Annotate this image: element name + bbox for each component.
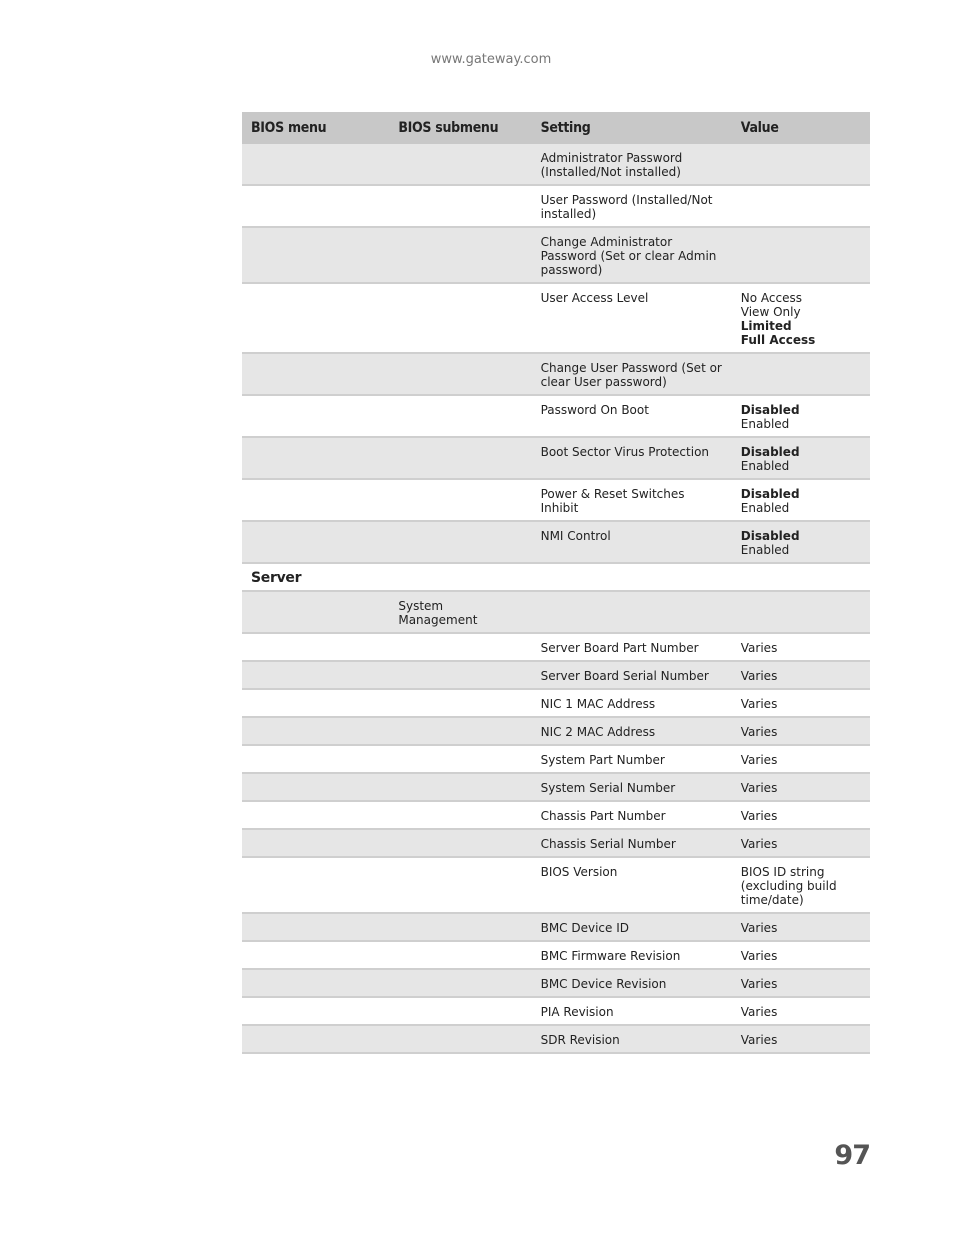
cell-value: [732, 941, 870, 969]
cell-setting: [532, 591, 732, 633]
cell-setting: BIOS Version: [532, 857, 732, 913]
cell-bios-menu: [242, 857, 389, 913]
cell-bios-submenu: [389, 773, 531, 801]
cell-bios-menu: [242, 941, 389, 969]
table-row: [242, 353, 870, 395]
cell-setting: Boot Sector Virus Protection: [532, 437, 732, 479]
table-row: [242, 969, 870, 997]
value-option: Disabled: [740, 445, 800, 459]
cell-setting: NIC 2 MAC Address: [532, 717, 732, 745]
cell-setting: Power & Reset Switches Inhibit: [532, 479, 732, 521]
cell-bios-submenu: [389, 745, 531, 773]
cell-bios-submenu: [389, 633, 531, 661]
value-option: Varies: [740, 977, 778, 991]
table-row: [242, 227, 870, 283]
cell-bios-submenu: [389, 283, 531, 353]
table-row: [242, 591, 870, 633]
cell-bios-menu: [242, 479, 389, 521]
cell-bios-menu: [242, 689, 389, 717]
cell-value: [732, 969, 870, 997]
cell-value: [732, 353, 870, 395]
value-option: Varies: [740, 781, 778, 795]
cell-bios-menu: [242, 801, 389, 829]
value-option: Varies: [740, 669, 778, 683]
value-option: No Access: [740, 291, 802, 305]
cell-bios-submenu: [389, 437, 531, 479]
cell-bios-submenu: [389, 144, 531, 185]
cell-value: [732, 773, 870, 801]
cell-bios-menu: [242, 1025, 389, 1053]
table-row: [242, 801, 870, 829]
cell-setting: PIA Revision: [532, 997, 732, 1025]
column-header-bios-menu: BIOS menu: [242, 112, 389, 144]
cell-bios-submenu: [389, 829, 531, 857]
table-row: [242, 1025, 870, 1053]
value-option: Enabled: [740, 417, 790, 431]
table-row: [242, 479, 870, 521]
cell-setting: Password On Boot: [532, 395, 732, 437]
cell-bios-menu: [242, 829, 389, 857]
cell-bios-submenu: [389, 717, 531, 745]
cell-bios-submenu: [389, 997, 531, 1025]
cell-setting: BMC Device ID: [532, 913, 732, 941]
cell-bios-menu: [242, 745, 389, 773]
cell-setting: Server Board Part Number: [532, 633, 732, 661]
cell-setting: System Serial Number: [532, 773, 732, 801]
site-url: www.gateway.com: [430, 52, 552, 67]
cell-bios-submenu: [389, 913, 531, 941]
table-row: [242, 521, 870, 563]
cell-bios-submenu: [389, 353, 531, 395]
cell-value: [732, 521, 870, 563]
cell-bios-menu: [242, 353, 389, 395]
table-row: [242, 997, 870, 1025]
page-number: 97: [834, 1140, 870, 1171]
table-body: [242, 144, 870, 1053]
cell-value: [732, 227, 870, 283]
cell-bios-menu: [242, 395, 389, 437]
cell-setting: SDR Revision: [532, 1025, 732, 1053]
cell-bios-submenu: [389, 185, 531, 227]
table-row: [242, 913, 870, 941]
cell-setting: BMC Device Revision: [532, 969, 732, 997]
value-option: Enabled: [740, 501, 790, 515]
value-option: Full Access: [740, 333, 816, 347]
cell-bios-menu: [242, 283, 389, 353]
value-option: View Only: [740, 305, 801, 319]
cell-setting: BMC Firmware Revision: [532, 941, 732, 969]
cell-bios-submenu: [389, 857, 531, 913]
value-option: Varies: [740, 697, 778, 711]
cell-bios-submenu: [389, 479, 531, 521]
value-option: BIOS ID string (excluding build time/date): [740, 865, 837, 907]
cell-setting: NMI Control: [532, 521, 732, 563]
table-row: [242, 941, 870, 969]
value-option: Varies: [740, 753, 778, 767]
value-option: Varies: [740, 1033, 778, 1047]
value-option: Varies: [740, 809, 778, 823]
cell-value: [732, 563, 870, 591]
cell-value: [732, 857, 870, 913]
cell-setting: Change User Password (Set or clear User password): [532, 353, 732, 395]
cell-bios-menu: [242, 521, 389, 563]
cell-bios-menu: [242, 661, 389, 689]
cell-setting: [532, 563, 732, 591]
table-row: [242, 857, 870, 913]
value-option: Varies: [740, 949, 778, 963]
cell-bios-submenu: [389, 563, 531, 591]
cell-value: [732, 185, 870, 227]
cell-value: [732, 1025, 870, 1053]
cell-value: [732, 144, 870, 185]
cell-value: [732, 479, 870, 521]
cell-value: [732, 633, 870, 661]
cell-bios-menu: [242, 913, 389, 941]
table-row: [242, 395, 870, 437]
table-row: [242, 689, 870, 717]
value-option: Disabled: [740, 487, 800, 501]
table-row: [242, 437, 870, 479]
cell-value: [732, 829, 870, 857]
column-header-bios-submenu: BIOS submenu: [389, 112, 531, 144]
value-option: Enabled: [740, 459, 790, 473]
cell-setting: Change Administrator Password (Set or clear Admin password): [532, 227, 732, 283]
table-header-row: [242, 112, 870, 144]
cell-bios-submenu: [389, 969, 531, 997]
cell-value: [732, 997, 870, 1025]
table-row: [242, 185, 870, 227]
cell-bios-menu: [242, 437, 389, 479]
cell-value: [732, 283, 870, 353]
cell-bios-menu: [242, 185, 389, 227]
cell-setting: NIC 1 MAC Address: [532, 689, 732, 717]
cell-bios-menu: [242, 227, 389, 283]
cell-bios-submenu: [389, 1025, 531, 1053]
table-row: [242, 633, 870, 661]
column-header-setting: Setting: [532, 112, 732, 144]
value-option: Varies: [740, 725, 778, 739]
cell-value: [732, 395, 870, 437]
cell-bios-submenu: [389, 227, 531, 283]
table-row: [242, 144, 870, 185]
cell-bios-submenu: [389, 801, 531, 829]
cell-setting: User Access Level: [532, 283, 732, 353]
cell-bios-submenu: System Management: [389, 591, 531, 633]
cell-value: [732, 591, 870, 633]
table-row: [242, 563, 870, 591]
cell-bios-submenu: [389, 661, 531, 689]
value-option: Varies: [740, 641, 778, 655]
cell-bios-menu: Server: [242, 563, 389, 591]
cell-setting: System Part Number: [532, 745, 732, 773]
cell-bios-menu: [242, 773, 389, 801]
column-header-value: Value: [732, 112, 870, 144]
cell-bios-menu: [242, 717, 389, 745]
cell-setting: Chassis Part Number: [532, 801, 732, 829]
cell-bios-submenu: [389, 689, 531, 717]
value-option: Varies: [740, 921, 778, 935]
cell-value: [732, 689, 870, 717]
cell-value: [732, 437, 870, 479]
value-option: Varies: [740, 1005, 778, 1019]
cell-bios-menu: [242, 997, 389, 1025]
value-option: Varies: [740, 837, 778, 851]
value-option: Disabled: [740, 529, 800, 543]
cell-value: [732, 661, 870, 689]
cell-value: [732, 745, 870, 773]
cell-bios-menu: [242, 144, 389, 185]
table-row: [242, 717, 870, 745]
cell-value: [732, 913, 870, 941]
cell-bios-submenu: [389, 941, 531, 969]
bios-settings-table: [242, 112, 870, 1054]
table-row: [242, 773, 870, 801]
cell-setting: User Password (Installed/Not installed): [532, 185, 732, 227]
cell-value: [732, 801, 870, 829]
value-option: Enabled: [740, 543, 790, 557]
cell-value: [732, 717, 870, 745]
value-option: Limited: [740, 319, 792, 333]
cell-bios-menu: [242, 591, 389, 633]
table-row: [242, 745, 870, 773]
cell-bios-menu: [242, 633, 389, 661]
cell-setting: Server Board Serial Number: [532, 661, 732, 689]
value-option: Disabled: [740, 403, 800, 417]
table-row: [242, 283, 870, 353]
table-row: [242, 829, 870, 857]
table-row: [242, 661, 870, 689]
cell-bios-submenu: [389, 395, 531, 437]
cell-bios-submenu: [389, 521, 531, 563]
cell-bios-menu: [242, 969, 389, 997]
cell-setting: Chassis Serial Number: [532, 829, 732, 857]
cell-setting: Administrator Password (Installed/Not installed): [532, 144, 732, 185]
